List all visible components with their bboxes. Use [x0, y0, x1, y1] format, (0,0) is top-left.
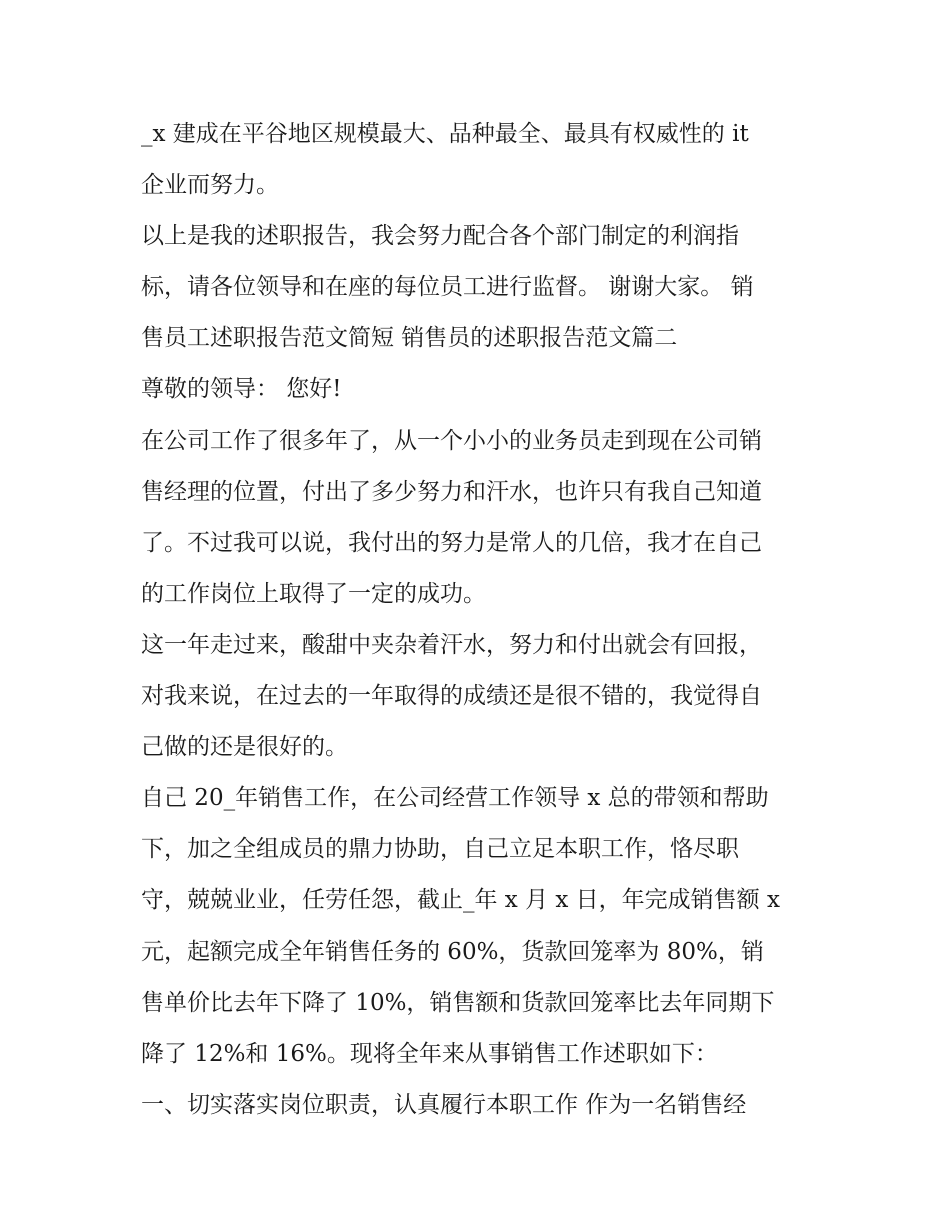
text-line: 售单价比去年下降了 10%，销售额和货款回笼率比去年同期下	[141, 989, 775, 1016]
text-line: 售员工述职报告范文简短 销售员的述职报告范文篇二	[141, 325, 678, 352]
text-line: 了。不过我可以说，我付出的努力是常人的几倍，我才在自己	[141, 529, 762, 556]
text-line: 这一年走过来，酸甜中夹杂着汗水，努力和付出就会有回报，	[141, 631, 762, 658]
text-line: 标，请各位领导和在座的每位员工进行监督。 谢谢大家。 销	[141, 274, 754, 301]
text-line: 元，起额完成全年销售任务的 60%，货款回笼率为 80%，销	[141, 938, 764, 965]
text-line: 在公司工作了很多年了，从一个小小的业务员走到现在公司销	[141, 427, 762, 454]
text-line: 下，加之全组成员的鼎力协助，自己立足本职工作，恪尽职	[141, 836, 739, 863]
document-body	[141, 109, 821, 1131]
text-line: 企业而努力。	[141, 172, 279, 199]
text-line: 一、切实落实岗位职责，认真履行本职工作 作为一名销售经	[141, 1091, 747, 1118]
text-line: 守，兢兢业业，任劳任怨，截止_年 x 月 x 日，年完成销售额 x	[141, 887, 780, 914]
text-line: 自己 20_年销售工作，在公司经营工作领导 x 总的带领和帮助	[141, 785, 769, 812]
text-line: 己做的还是很好的。	[141, 734, 348, 761]
text-line: _x 建成在平谷地区规模最大、品种最全、最具有权威性的 it	[141, 121, 749, 147]
text-line: 尊敬的领导： 您好!	[141, 376, 342, 403]
text-line: 对我来说，在过去的一年取得的成绩还是很不错的，我觉得自	[141, 683, 762, 710]
text-line: 的工作岗位上取得了一定的成功。	[141, 580, 486, 607]
text-line: 以上是我的述职报告，我会努力配合各个部门制定的利润指	[141, 223, 739, 250]
text-line: 售经理的位置，付出了多少努力和汗水，也许只有我自己知道	[141, 478, 762, 505]
text-line: 降了 12%和 16%。现将全年来从事销售工作述职如下：	[141, 1040, 718, 1067]
